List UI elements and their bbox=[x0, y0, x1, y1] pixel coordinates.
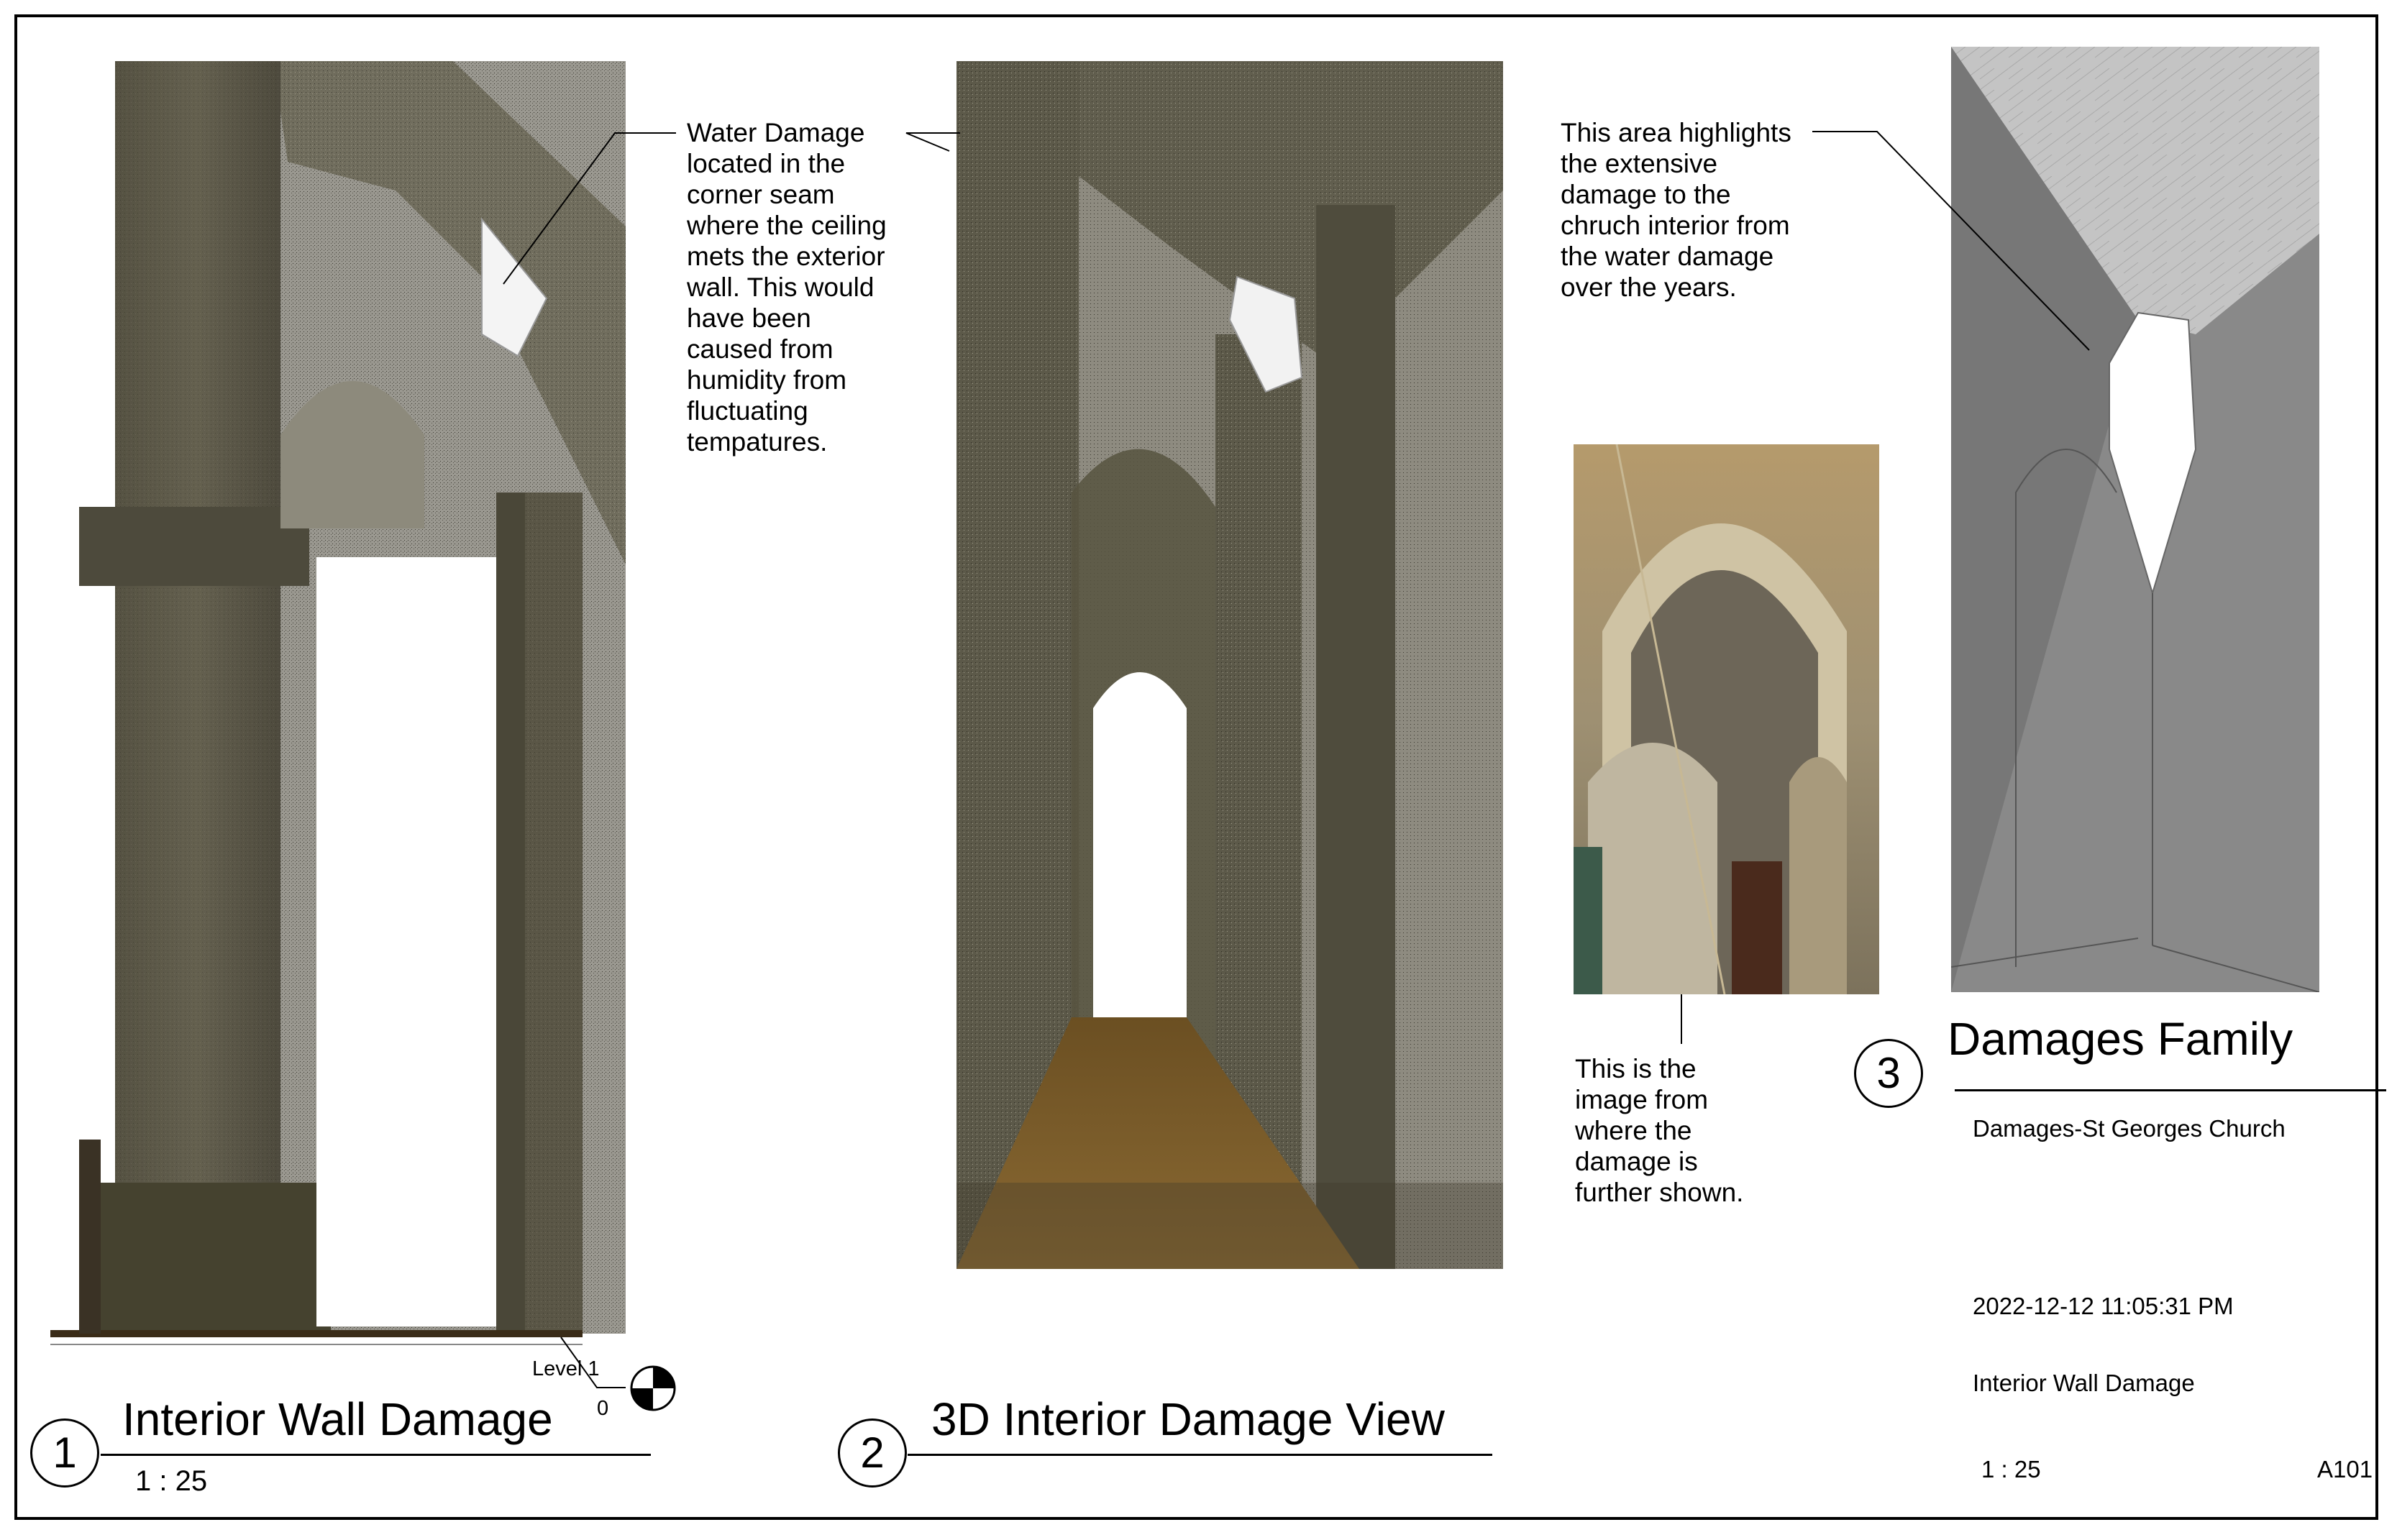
sheet-date: 2022-12-12 11:05:31 PM bbox=[1973, 1293, 2234, 1319]
title-block-rule bbox=[1955, 1089, 2386, 1091]
view-2-title-rule bbox=[908, 1454, 1492, 1456]
sheet-number: A101 bbox=[2317, 1456, 2373, 1482]
note-water-damage: Water Damage located in the corner seam where the ceiling mets the exterior wall. This would have been caused from humidity from fluctuating tempatures. bbox=[687, 118, 887, 457]
view-1-title-rule bbox=[101, 1454, 651, 1456]
view-1-number: 1 bbox=[30, 1418, 99, 1488]
interior-wall-point-cloud bbox=[50, 61, 626, 1355]
sheet-scale: 1 : 25 bbox=[1981, 1456, 2041, 1482]
project-name: Damages-St Georges Church bbox=[1973, 1115, 2286, 1142]
view-2-number: 2 bbox=[838, 1418, 907, 1488]
level-datum-icon bbox=[629, 1365, 677, 1412]
view-1-interior-wall-elevation[interactable] bbox=[50, 61, 626, 1355]
church-interior-photo[interactable] bbox=[1574, 444, 1879, 994]
view-2-3d-interior[interactable] bbox=[956, 61, 1503, 1269]
note-photo: This is the image from where the damage is further shown. bbox=[1575, 1054, 1744, 1207]
photo-placeholder bbox=[1574, 444, 1879, 994]
view-3-number: 3 bbox=[1854, 1039, 1923, 1108]
view-2-title: 3D Interior Damage View bbox=[931, 1393, 1445, 1445]
note-area-highlight: This area highlights the extensive damage to the chruch interior from the water damage over the years. bbox=[1561, 118, 1791, 302]
level-elevation: 0 bbox=[597, 1397, 609, 1420]
view-3-title: Damages Family bbox=[1948, 1013, 2293, 1065]
sheet-name: Interior Wall Damage bbox=[1973, 1370, 2195, 1396]
view-1-title: Interior Wall Damage bbox=[122, 1393, 553, 1445]
level-name: Level 1 bbox=[532, 1357, 600, 1380]
interior-3d-point-cloud bbox=[956, 61, 1503, 1269]
view-3-damages-family-model[interactable] bbox=[1951, 47, 2319, 992]
view-1-scale: 1 : 25 bbox=[135, 1465, 208, 1497]
damages-family-model bbox=[1951, 47, 2319, 992]
